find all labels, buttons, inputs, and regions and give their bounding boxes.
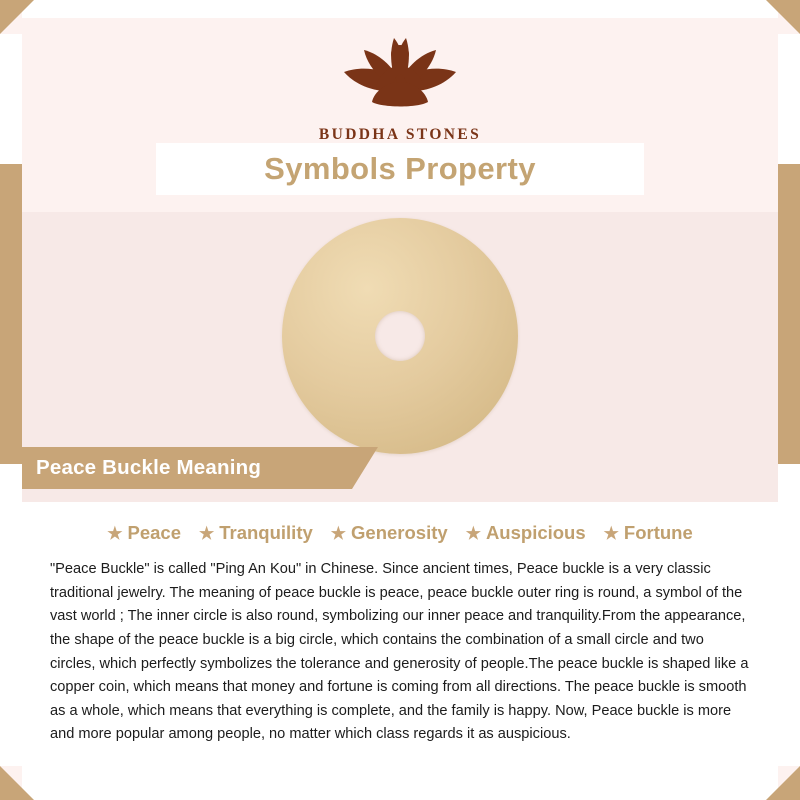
peace-buckle-image: [22, 218, 778, 454]
peace-buckle-disc-illustration: [282, 218, 518, 454]
section-ribbon-tail: [352, 447, 378, 489]
right-edge-accent: [778, 164, 800, 464]
keyword-item: [604, 522, 693, 544]
keyword-item: [107, 522, 181, 544]
section-ribbon: [22, 447, 352, 489]
keyword-label: Fortune: [623, 522, 693, 543]
star-icon: ★: [107, 523, 123, 543]
keyword-label: Generosity: [351, 522, 448, 543]
page-title: Symbols Property: [264, 151, 536, 186]
description-paragraph: "Peace Buckle" is called "Ping An Kou" in Chinese. Since ancient times, Peace buckle is a very classic traditional jewelry. The meaning of peace buckle is peace, peace buckle outer ring is round, a symbol of the vast world ; The inner circle is also round, symbolizing our inner peace and tranquility.From the appearance, the shape of the peace buckle is a big circle, which contains the combination of a small circle and two circles, which perfectly symbolizes the tolerance and generosity of people.The peace buckle is shaped like a copper coin, which means that money and fortune is coming from all directions. The peace buckle is smooth as a whole, which means that everything is complete, and the family is happy. Now, Peace buckle is more and more popular among people, no matter which class regards it as auspicious.: [50, 561, 749, 743]
section-ribbon-label: Peace Buckle Meaning: [36, 456, 262, 479]
keyword-item: [199, 522, 313, 544]
corner-decoration-top-left: [0, 0, 34, 34]
keyword-label: Auspicious: [485, 522, 586, 543]
left-edge-strip: [0, 34, 22, 766]
brand-logo: [22, 24, 778, 144]
star-icon: ★: [465, 523, 481, 543]
corner-decoration-top-right: [766, 0, 800, 34]
body-panel: [22, 502, 778, 766]
keyword-item: [331, 522, 448, 544]
header-section: [22, 0, 778, 212]
title-banner: [156, 143, 644, 195]
keyword-label: Peace: [127, 522, 181, 543]
star-icon: ★: [198, 523, 215, 543]
star-icon: ★: [603, 523, 619, 543]
brand-name: BUDDHA STONES: [318, 126, 482, 143]
lotus-meditation-icon: [308, 24, 492, 122]
peace-buckle-inner-hole: [375, 311, 425, 361]
star-icon: ★: [330, 523, 347, 543]
footer-strip: [22, 766, 778, 800]
left-edge-accent: [0, 164, 22, 464]
right-edge-strip: [778, 34, 800, 766]
header-top-strip: [22, 0, 778, 18]
corner-decoration-bottom-left: [0, 766, 34, 800]
corner-decoration-bottom-right: [766, 766, 800, 800]
keyword-list: [22, 502, 778, 544]
keyword-label: Tranquility: [219, 522, 313, 543]
keyword-item: [466, 522, 586, 544]
